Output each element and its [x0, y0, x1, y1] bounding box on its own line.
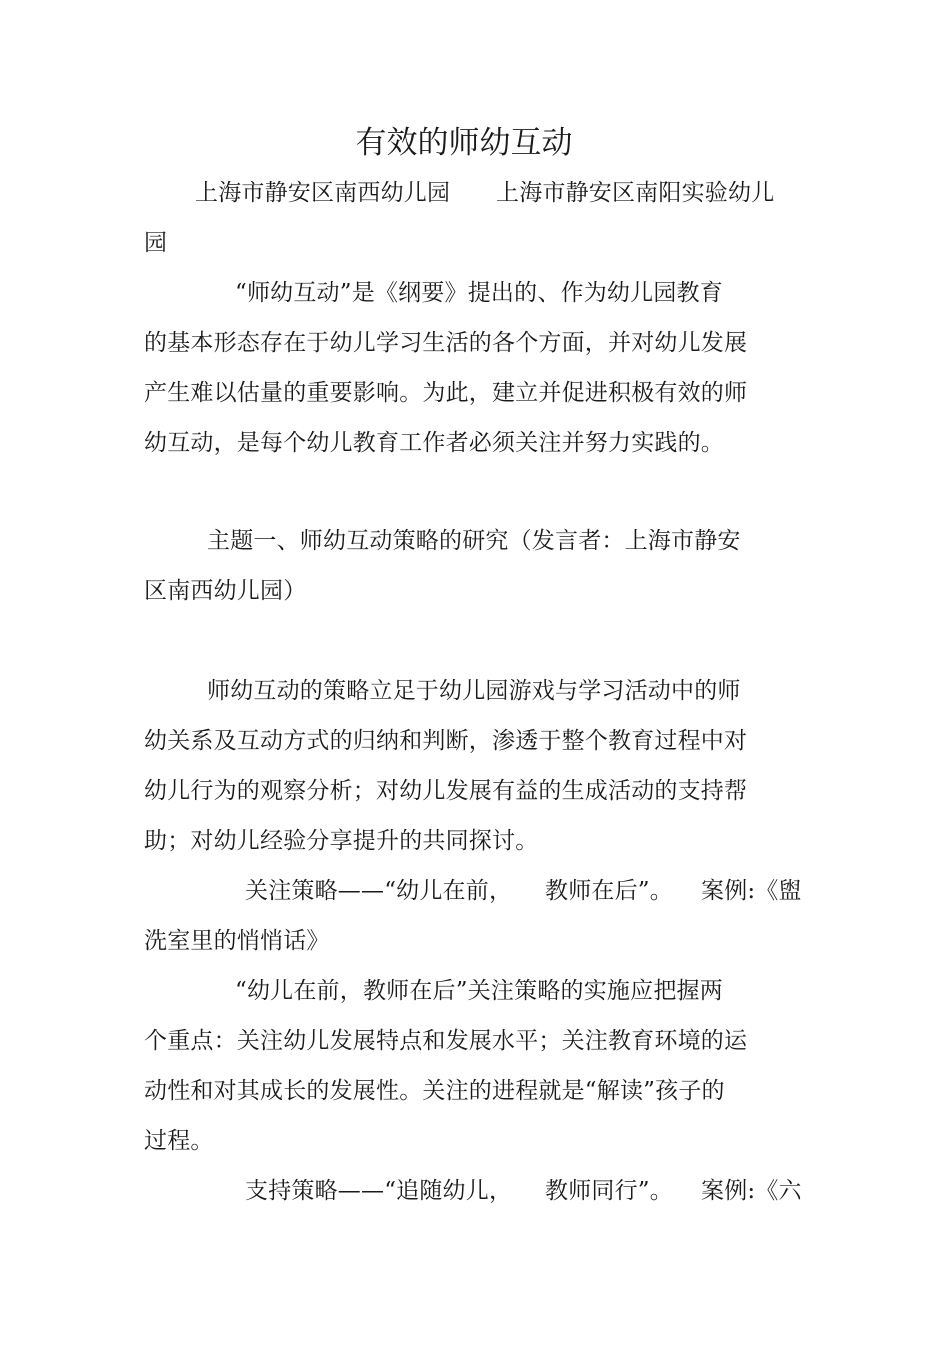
- author-school-2-continued: 园: [144, 230, 168, 256]
- focus-strategy-part-2: 教师在后”。: [545, 878, 673, 904]
- strategy-overview-line-4: 助；对幼儿经验分享提升的共同探讨。: [144, 828, 539, 854]
- focus-detail-line-2: 个重点：关注幼儿发展特点和发展水平；关注教育环境的运: [144, 1028, 748, 1054]
- document-title: 有效的师幼互动: [355, 125, 573, 161]
- support-strategy-case: 案例:《六: [701, 1178, 802, 1204]
- intro-line-3: 产生难以估量的重要影响。为此，建立并促进积极有效的师: [144, 380, 748, 406]
- focus-strategy-case-continued: 洗室里的悄悄话》: [144, 928, 330, 954]
- support-strategy-part-2: 教师同行”。: [545, 1178, 673, 1204]
- intro-line-2: 的基本形态存在于幼儿学习生活的各个方面，并对幼儿发展: [144, 330, 748, 356]
- author-school-2: 上海市静安区南阳实验幼儿: [496, 180, 775, 206]
- strategy-overview-line-1: 师幼互动的策略立足于幼儿园游戏与学习活动中的师: [207, 678, 741, 704]
- focus-detail-line-4: 过程。: [144, 1128, 214, 1154]
- author-school-1: 上海市静安区南西幼儿园: [195, 180, 451, 206]
- intro-line-1: “师幼互动”是《纲要》提出的、作为幼儿园教育: [235, 280, 723, 306]
- theme-1-heading-line-1: 主题一、师幼互动策略的研究（发言者：上海市静安: [207, 528, 741, 554]
- strategy-overview-line-2: 幼关系及互动方式的归纳和判断，渗透于整个教育过程中对: [144, 728, 748, 754]
- support-strategy-part-1: 支持策略——“追随幼儿，: [245, 1178, 513, 1204]
- focus-strategy-case: 案例:《盥: [701, 878, 802, 904]
- theme-1-heading-line-2: 区南西幼儿园）: [144, 578, 307, 604]
- focus-detail-line-1: “幼儿在前，教师在后”关注策略的实施应把握两: [235, 978, 723, 1004]
- focus-detail-line-3: 动性和对其成长的发展性。关注的进程就是“解读”孩子的: [144, 1078, 725, 1104]
- strategy-overview-line-3: 幼儿行为的观察分析；对幼儿发展有益的生成活动的支持帮: [144, 778, 748, 804]
- intro-line-4: 幼互动，是每个幼儿教育工作者必须关注并努力实践的。: [144, 430, 724, 456]
- focus-strategy-part-1: 关注策略——“幼儿在前，: [245, 878, 513, 904]
